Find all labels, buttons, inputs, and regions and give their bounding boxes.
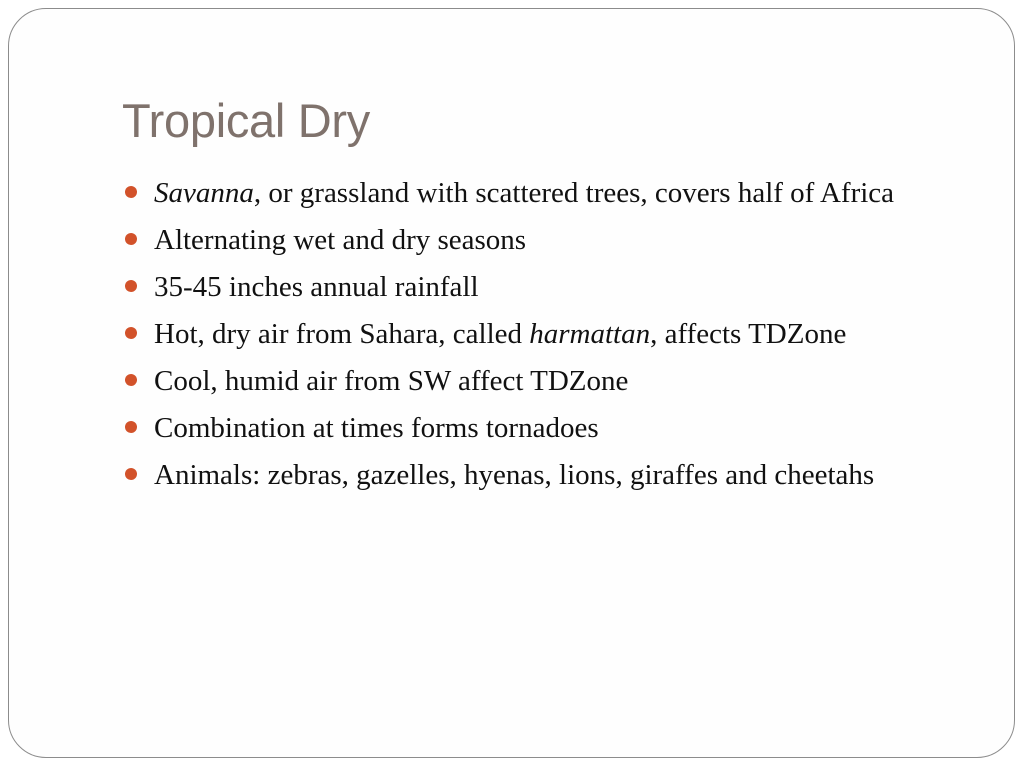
slide-title: Tropical Dry <box>122 94 370 147</box>
bullet-item-animals <box>154 457 974 494</box>
bullet-italic-term: harmattan <box>529 318 651 350</box>
bullet-text: Alternating wet and dry seasons <box>154 224 527 256</box>
bullet-item-seasons <box>154 222 974 259</box>
bullet-item-savanna <box>154 175 974 212</box>
bullet-text: 35-45 inches annual rainfall <box>154 271 479 303</box>
bullet-dot-icon <box>125 280 137 292</box>
slide <box>8 8 1015 758</box>
bullet-item-harmattan <box>154 316 974 353</box>
bullet-italic-term: Savanna <box>154 177 254 209</box>
bullet-dot-icon <box>125 233 137 245</box>
bullet-text-after: , affects TDZone <box>650 318 847 350</box>
bullet-dot-icon <box>125 468 137 480</box>
bullet-item-humid-air <box>154 363 974 400</box>
bullet-text: , or grassland with scattered trees, covers half of Africa <box>253 177 895 209</box>
bullet-text: Cool, humid air from SW affect TDZone <box>154 365 629 397</box>
bullet-dot-icon <box>125 374 137 386</box>
bullet-list <box>154 175 974 504</box>
bullet-text: Animals: zebras, gazelles, hyenas, lions, giraffes and cheetahs <box>154 459 875 491</box>
bullet-item-tornadoes <box>154 410 974 447</box>
bullet-dot-icon <box>125 421 137 433</box>
bullet-dot-icon <box>125 186 137 198</box>
bullet-dot-icon <box>125 327 137 339</box>
bullet-item-rainfall <box>154 269 974 306</box>
bullet-text-before: Hot, dry air from Sahara, called <box>154 318 530 350</box>
bullet-text: Combination at times forms tornadoes <box>154 412 599 444</box>
